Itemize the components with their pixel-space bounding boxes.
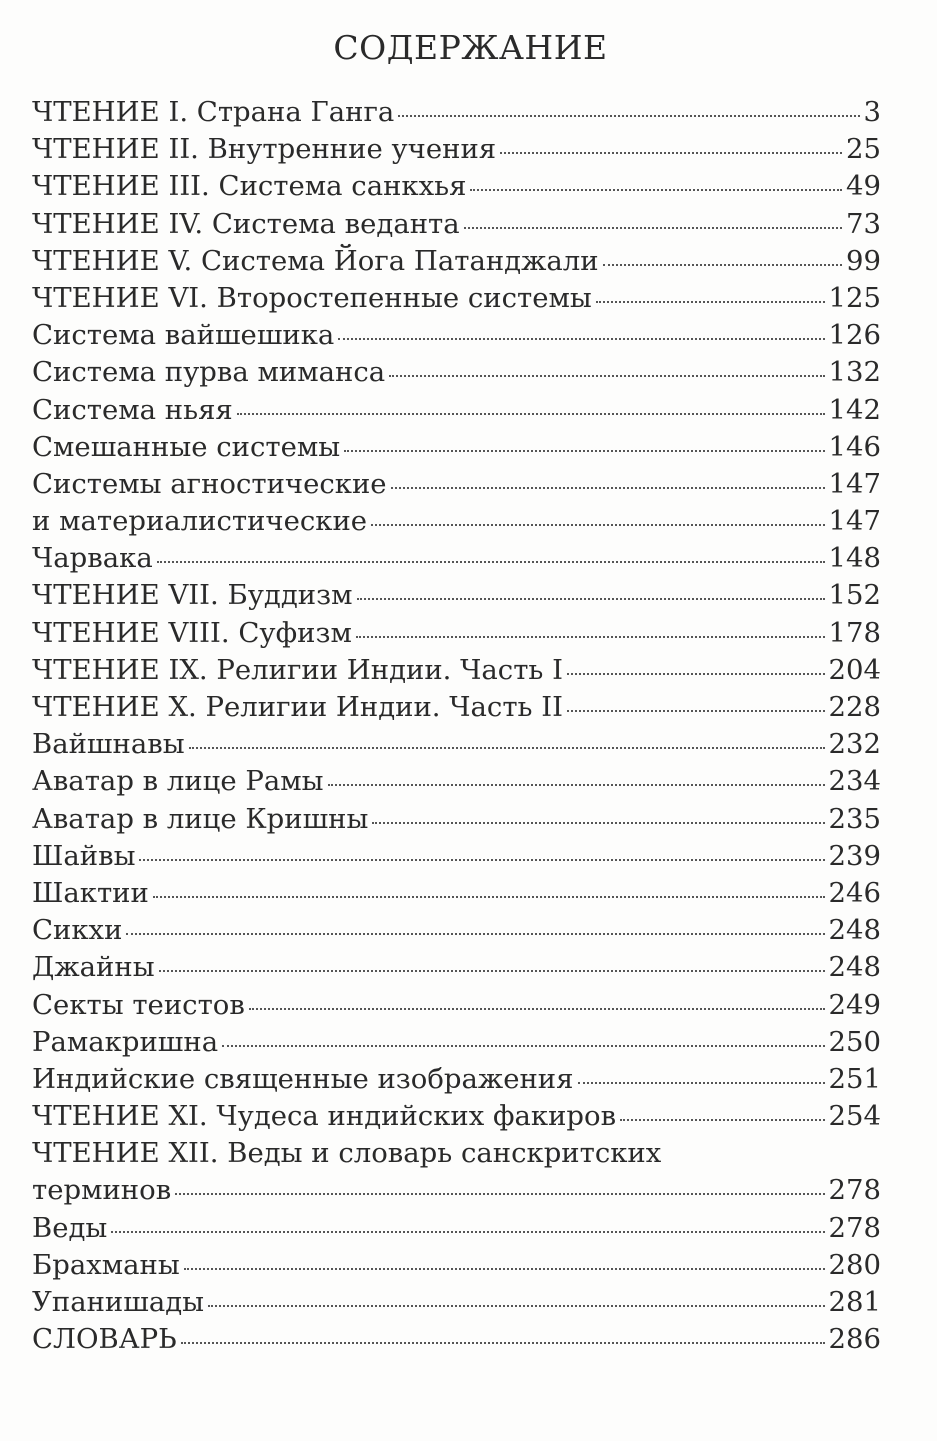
page-title: СОДЕРЖАНИЕ <box>333 28 608 67</box>
toc-entry-title: Система вайшешика <box>32 319 335 352</box>
dot-leader <box>153 896 825 898</box>
toc-entry-title: Смешанные системы <box>32 430 341 463</box>
toc-entry <box>32 392 881 429</box>
toc-entry-title: Упанишады <box>32 1286 205 1318</box>
toc-entry <box>32 726 881 763</box>
toc-entry-title: ЧТЕНИЕ III. Система санкхья <box>32 170 467 203</box>
dot-leader <box>139 859 824 861</box>
dot-leader <box>620 1119 824 1121</box>
dot-leader <box>208 1305 824 1307</box>
toc-entry <box>32 949 881 986</box>
toc-entry-page-number: 278 <box>828 1174 881 1207</box>
dot-leader <box>357 598 825 600</box>
toc-entry-title: ЧТЕНИЕ IV. Система веданта <box>32 207 460 240</box>
toc-entry-title: Аватар в лице Рамы <box>32 765 324 798</box>
toc-entry-page-number: 147 <box>828 505 881 538</box>
table-of-contents <box>32 94 881 1358</box>
toc-entry-page-number: 254 <box>828 1100 881 1133</box>
toc-entry <box>32 1247 881 1284</box>
toc-entry <box>32 243 881 280</box>
dot-leader <box>391 487 825 489</box>
dot-leader <box>222 1045 824 1047</box>
toc-entry-title: Системы агностические <box>32 467 387 500</box>
toc-entry-page-number: 3 <box>863 96 881 128</box>
toc-entry-page-number: 25 <box>846 133 881 166</box>
dot-leader <box>111 1231 824 1233</box>
toc-entry <box>32 1284 881 1321</box>
toc-entry <box>32 354 881 391</box>
toc-entry-title: Индийские священные изображения <box>32 1062 574 1095</box>
toc-entry-page-number: 147 <box>828 467 881 500</box>
dot-leader <box>175 1193 824 1195</box>
toc-entry-page-number: 250 <box>828 1025 881 1058</box>
toc-entry-title: терминов <box>32 1174 172 1207</box>
toc-entry-title: Шактии <box>32 876 149 909</box>
toc-entry <box>32 1061 881 1098</box>
toc-entry <box>32 875 881 912</box>
dot-leader <box>328 784 825 786</box>
toc-entry <box>32 317 881 354</box>
dot-leader <box>249 1008 825 1010</box>
toc-entry-page-number: 49 <box>846 170 881 203</box>
toc-entry <box>32 1135 881 1172</box>
toc-entry-title: Джайны <box>32 951 155 984</box>
toc-entry-page-number: 235 <box>828 802 881 835</box>
toc-entry <box>32 763 881 800</box>
toc-entry-page-number: 148 <box>828 542 881 575</box>
dot-leader <box>603 264 842 266</box>
toc-entry-title: Секты теистов <box>32 988 245 1021</box>
toc-entry <box>32 168 881 205</box>
toc-entry <box>32 1172 881 1209</box>
toc-entry-page-number: 228 <box>828 691 881 723</box>
toc-entry-page-number: 73 <box>846 207 881 240</box>
toc-entry-title: Шайвы <box>32 839 136 872</box>
toc-entry <box>32 503 881 540</box>
dot-leader <box>338 338 824 340</box>
toc-entry-page-number: 248 <box>828 951 881 984</box>
toc-entry <box>32 577 881 614</box>
toc-entry-title: Брахманы <box>32 1248 180 1281</box>
toc-entry-page-number: 126 <box>828 319 881 352</box>
toc-entry <box>32 615 881 652</box>
toc-entry-title: Система ньяя <box>32 393 233 426</box>
toc-entry-title: СЛОВАРЬ <box>32 1323 177 1356</box>
toc-entry-page-number: 132 <box>828 356 881 389</box>
toc-entry-title: Сикхи <box>32 914 123 947</box>
toc-entry <box>32 1098 881 1135</box>
dot-leader <box>464 227 842 229</box>
toc-entry-title: ЧТЕНИЕ I. Страна Ганга <box>32 96 395 128</box>
toc-entry <box>32 652 881 689</box>
dot-leader <box>344 450 824 452</box>
dot-leader <box>372 822 824 824</box>
dot-leader <box>567 673 825 675</box>
toc-entry-title: Чарвака <box>32 542 153 575</box>
dot-leader <box>578 1082 825 1084</box>
toc-entry-page-number: 204 <box>828 653 881 686</box>
dot-leader <box>500 152 842 154</box>
toc-entry-page-number: 178 <box>828 616 881 649</box>
dot-leader <box>181 1342 825 1344</box>
toc-entry-title: ЧТЕНИЕ XI. Чудеса индийских факиров <box>32 1100 617 1133</box>
toc-entry <box>32 1321 881 1358</box>
dot-leader <box>189 747 825 749</box>
toc-entry-page-number: 99 <box>846 244 881 277</box>
toc-entry-title: Система пурва миманса <box>32 356 386 389</box>
dot-leader <box>126 933 824 935</box>
toc-entry <box>32 689 881 726</box>
toc-entry <box>32 206 881 243</box>
toc-entry-page-number: 278 <box>828 1211 881 1244</box>
toc-entry-page-number: 125 <box>828 281 881 314</box>
toc-entry-title: Аватар в лице Кришны <box>32 802 369 835</box>
toc-entry-title: ЧТЕНИЕ VIII. Суфизм <box>32 616 352 649</box>
toc-entry-title: Веды <box>32 1211 108 1244</box>
dot-leader <box>371 524 824 526</box>
toc-entry-title: и материалистические <box>32 505 368 538</box>
toc-entry <box>32 466 881 503</box>
dot-leader <box>184 1268 825 1270</box>
dot-leader <box>567 710 825 712</box>
dot-leader <box>237 413 825 415</box>
toc-entry <box>32 280 881 317</box>
toc-entry <box>32 1210 881 1247</box>
toc-entry-title: ЧТЕНИЕ X. Религии Индии. Часть II <box>32 691 563 723</box>
dot-leader <box>596 301 825 303</box>
dot-leader <box>470 189 842 191</box>
toc-entry <box>32 131 881 168</box>
toc-entry <box>32 838 881 875</box>
toc-entry <box>32 94 881 131</box>
toc-entry-page-number: 280 <box>828 1248 881 1281</box>
toc-entry-page-number: 234 <box>828 765 881 798</box>
dot-leader <box>157 561 825 563</box>
toc-entry-page-number: 246 <box>828 876 881 909</box>
toc-entry-page-number: 251 <box>828 1062 881 1095</box>
dot-leader <box>398 115 859 117</box>
toc-entry-title: Рамакришна <box>32 1025 219 1058</box>
toc-entry-title: ЧТЕНИЕ IX. Религии Индии. Часть I <box>32 653 563 686</box>
toc-entry-page-number: 142 <box>828 393 881 426</box>
toc-entry-page-number: 249 <box>828 988 881 1021</box>
toc-entry-page-number: 281 <box>828 1286 881 1318</box>
toc-entry <box>32 540 881 577</box>
toc-entry <box>32 1024 881 1061</box>
toc-entry-title: ЧТЕНИЕ II. Внутренние учения <box>32 133 497 166</box>
toc-entry-page-number: 146 <box>828 430 881 463</box>
dot-leader <box>159 970 825 972</box>
toc-entry-title: ЧТЕНИЕ VI. Второстепенные системы <box>32 281 592 314</box>
toc-entry-title: Вайшнавы <box>32 728 185 761</box>
dot-leader <box>389 375 824 377</box>
toc-entry-page-number: 248 <box>828 914 881 947</box>
toc-entry-page-number: 286 <box>828 1323 881 1356</box>
toc-entry <box>32 987 881 1024</box>
toc-entry-page-number: 232 <box>828 728 881 761</box>
toc-entry <box>32 912 881 949</box>
toc-entry-title: ЧТЕНИЕ XII. Веды и словарь санскритских <box>32 1137 662 1170</box>
toc-entry-title: ЧТЕНИЕ VII. Буддизм <box>32 579 353 612</box>
toc-entry-page-number: 239 <box>828 839 881 872</box>
dot-leader <box>356 636 825 638</box>
toc-entry-title: ЧТЕНИЕ V. Система Йога Патанджали <box>32 244 599 277</box>
toc-entry <box>32 429 881 466</box>
toc-entry-page-number: 152 <box>828 579 881 612</box>
toc-entry <box>32 801 881 838</box>
